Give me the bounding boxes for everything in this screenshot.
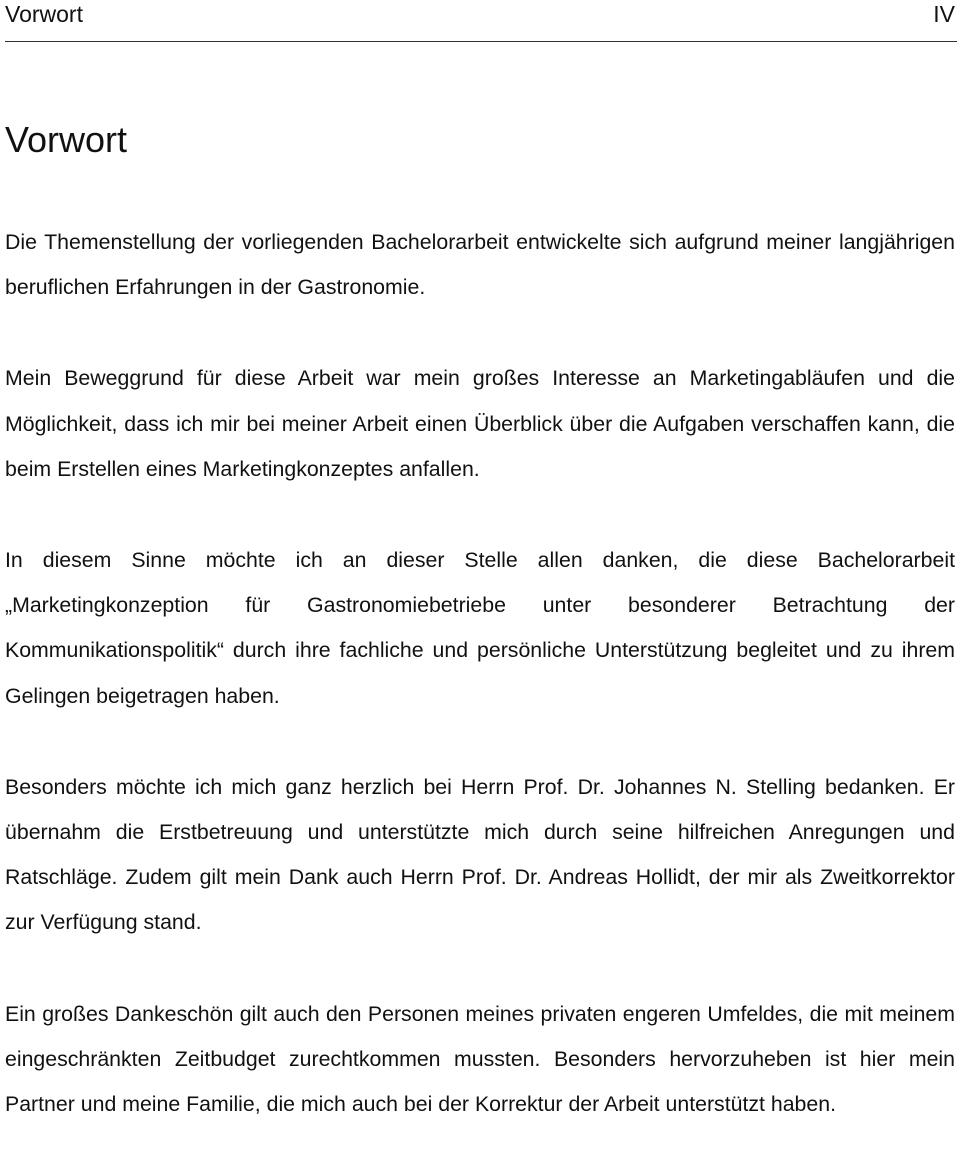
running-header-section: Vorwort <box>5 1 83 27</box>
page-number: IV <box>933 1 955 27</box>
paragraph-general-thanks: In diesem Sinne möchte ich an dieser Stelle allen danken, die diese Bachelorarbeit „Marketingkonzeption für Gastronomiebetriebe unter besonderer Betrachtung der Kommunikationspolitik“ durch ihre fachliche und persönliche Unterstützung begleitet und zu ihrem Gelingen beigetragen haben. <box>5 548 955 708</box>
paragraph-motivation: Mein Beweggrund für diese Arbeit war mein großes Interesse an Marketingabläufen und die Möglichkeit, dass ich mir bei meiner Arbeit einen Überblick über die Aufgaben verschaffen kann, die beim Erstellen eines Marketingkonzeptes anfallen. <box>5 366 955 481</box>
paragraph-supervisor-thanks: Besonders möchte ich mich ganz herzlich bei Herrn Prof. Dr. Johannes N. Stelling bedanken. Er übernahm die Erstbetreuung und unterstützte mich durch seine hilfreichen Anregungen und Ratschläge. Zudem gilt mein Dank auch Herrn Prof. Dr. Andreas Hollidt, der mir als Zweitkorrektor zur Verfügung stand. <box>5 774 955 935</box>
page-title: Vorwort <box>5 119 128 160</box>
body-text <box>5 220 955 1127</box>
page-header <box>5 0 957 42</box>
paragraph-personal-thanks: Ein großes Dankeschön gilt auch den Personen meines privaten engeren Umfeldes, die mit meinem eingeschränkten Zeitbudget zurechtkommen mussten. Besonders hervorzuheben ist hier mein Partner und meine Familie, die mich auch bei der Korrektur der Arbeit unterstützt haben. <box>5 1001 955 1117</box>
paragraph-topic-origin: Die Themenstellung der vorliegenden Bachelorarbeit entwickelte sich aufgrund meiner langjährigen beruflichen Erfahrungen in der Gastronomie. <box>5 230 955 300</box>
